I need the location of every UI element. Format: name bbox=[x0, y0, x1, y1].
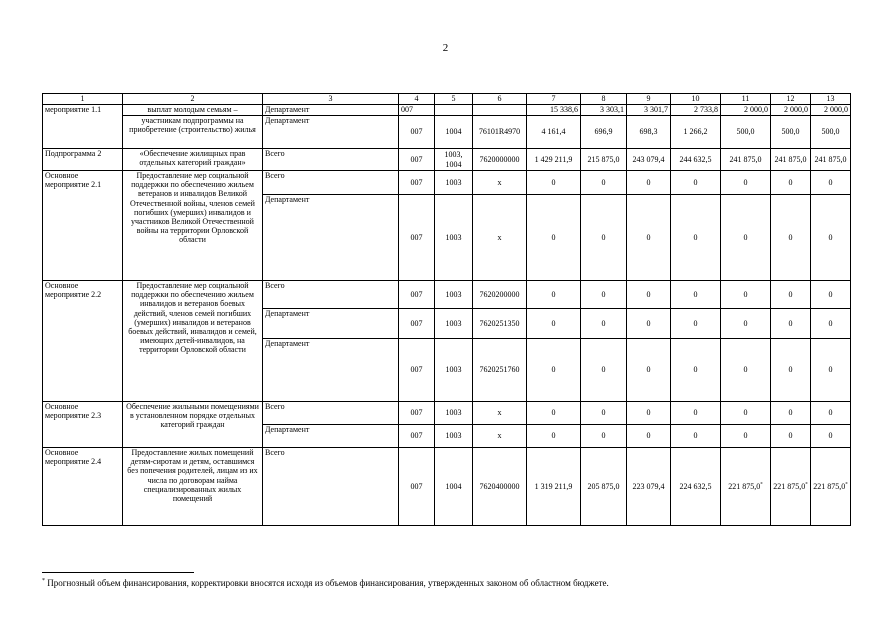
value-cell: 1 429 211,9 bbox=[527, 149, 581, 171]
value-cell: 0 bbox=[527, 339, 581, 402]
grbs-cell: 007 bbox=[399, 339, 435, 402]
header-cell: 3 bbox=[263, 94, 399, 105]
program-cell: Основное мероприятие 2.1 bbox=[43, 171, 123, 281]
value-cell: 1 266,2 bbox=[671, 116, 721, 149]
rzpr-cell bbox=[435, 105, 473, 116]
grbs-cell: 007 bbox=[399, 425, 435, 448]
header-cell: 4 bbox=[399, 94, 435, 105]
value-cell: 0 bbox=[721, 281, 771, 309]
executor-cell: Всего bbox=[263, 149, 399, 171]
value-cell: 0 bbox=[627, 281, 671, 309]
table-row bbox=[43, 171, 851, 195]
grbs-cell: 007 bbox=[399, 105, 435, 116]
value-cell: 0 bbox=[771, 281, 811, 309]
value-cell: 15 338,6 bbox=[527, 105, 581, 116]
value-cell: 0 bbox=[627, 309, 671, 339]
value-cell: 0 bbox=[771, 171, 811, 195]
rzpr-cell: 1003 bbox=[435, 171, 473, 195]
rzpr-cell: 1003 bbox=[435, 309, 473, 339]
header-cell: 1 bbox=[43, 94, 123, 105]
rzpr-cell: 1003 bbox=[435, 339, 473, 402]
value-cell: 500,0 bbox=[771, 116, 811, 149]
forecast-value-cell bbox=[771, 448, 811, 526]
value-cell: 0 bbox=[811, 402, 851, 425]
value-cell: 0 bbox=[627, 425, 671, 448]
executor-cell: Департамент bbox=[263, 105, 399, 116]
value-cell: 0 bbox=[721, 171, 771, 195]
csr-cell: 7620000000 bbox=[473, 149, 527, 171]
header-cell: 11 bbox=[721, 94, 771, 105]
value-cell: 0 bbox=[771, 309, 811, 339]
value-cell: 1 319 211,9 bbox=[527, 448, 581, 526]
executor-cell: Всего bbox=[263, 171, 399, 195]
value-cell: 0 bbox=[581, 309, 627, 339]
value-cell: 223 079,4 bbox=[627, 448, 671, 526]
csr-cell: х bbox=[473, 402, 527, 425]
name-cell: участникам подпрограммы на приобретение (строительство) жилья bbox=[123, 116, 263, 149]
executor-cell: Департамент bbox=[263, 425, 399, 448]
rzpr-cell: 1003 bbox=[435, 402, 473, 425]
executor-cell: Всего bbox=[263, 281, 399, 309]
table-row bbox=[43, 448, 851, 526]
table-row bbox=[43, 105, 851, 116]
value-cell: 0 bbox=[581, 339, 627, 402]
rzpr-cell: 1004 bbox=[435, 448, 473, 526]
table-row bbox=[43, 281, 851, 309]
header-cell: 12 bbox=[771, 94, 811, 105]
grbs-cell: 007 bbox=[399, 195, 435, 281]
rzpr-cell: 1003 bbox=[435, 195, 473, 281]
csr-cell: 7620251760 bbox=[473, 339, 527, 402]
value-cell: 0 bbox=[721, 402, 771, 425]
value-cell: 241 875,0 bbox=[721, 149, 771, 171]
header-cell: 7 bbox=[527, 94, 581, 105]
value-cell: 0 bbox=[527, 281, 581, 309]
value-cell: 0 bbox=[771, 402, 811, 425]
value-cell: 0 bbox=[671, 339, 721, 402]
value-cell: 0 bbox=[527, 171, 581, 195]
value-cell: 0 bbox=[811, 171, 851, 195]
value-cell: 0 bbox=[627, 402, 671, 425]
grbs-cell: 007 bbox=[399, 448, 435, 526]
value-cell: 0 bbox=[771, 339, 811, 402]
value-cell: 0 bbox=[581, 425, 627, 448]
value-cell: 0 bbox=[527, 402, 581, 425]
grbs-cell: 007 bbox=[399, 309, 435, 339]
header-cell: 13 bbox=[811, 94, 851, 105]
value-cell: 4 161,4 bbox=[527, 116, 581, 149]
csr-cell: х bbox=[473, 171, 527, 195]
value-cell: 0 bbox=[721, 195, 771, 281]
value-cell: 241 875,0 bbox=[771, 149, 811, 171]
value-cell: 0 bbox=[671, 171, 721, 195]
value-cell: 0 bbox=[671, 281, 721, 309]
grbs-cell: 007 bbox=[399, 281, 435, 309]
forecast-value-cell bbox=[811, 448, 851, 526]
value-cell: 0 bbox=[581, 171, 627, 195]
value-cell: 0 bbox=[721, 309, 771, 339]
value-text: 221 875,0 bbox=[728, 481, 761, 491]
table-row bbox=[43, 116, 851, 149]
value-cell: 0 bbox=[671, 195, 721, 281]
value-cell: 0 bbox=[527, 195, 581, 281]
value-cell: 2 733,8 bbox=[671, 105, 721, 116]
csr-cell: 7620251350 bbox=[473, 309, 527, 339]
grbs-cell: 007 bbox=[399, 402, 435, 425]
rzpr-cell: 1004 bbox=[435, 116, 473, 149]
value-cell: 215 875,0 bbox=[581, 149, 627, 171]
footnote-marker: * bbox=[42, 578, 45, 584]
name-cell: «Обеспечение жилищных прав отдельных категорий граждан» bbox=[123, 149, 263, 171]
value-cell: 0 bbox=[627, 195, 671, 281]
value-cell: 243 079,4 bbox=[627, 149, 671, 171]
value-cell: 0 bbox=[627, 339, 671, 402]
name-cell: Предоставление жилых помещений детям-сиротам и детям, оставшимся без попечения родителей, лицам из их числа по договорам найма специализированных жилых помещений bbox=[123, 448, 263, 526]
rzpr-cell: 1003 bbox=[435, 281, 473, 309]
value-cell: 0 bbox=[811, 309, 851, 339]
value-text: 221 875,0 bbox=[813, 481, 846, 491]
name-cell: Предоставление мер социальной поддержки по обеспечению жильем ветеранов и инвалидов Великой Отечественной войны, членов семей погибших (умерших) инвалидов и участников Великой Отечественной войны на территории Орловской области bbox=[123, 171, 263, 281]
executor-cell: Департамент bbox=[263, 339, 399, 402]
header-row bbox=[43, 94, 851, 105]
value-cell: 0 bbox=[811, 339, 851, 402]
csr-cell: 7620200000 bbox=[473, 281, 527, 309]
rzpr-cell: 1003 bbox=[435, 425, 473, 448]
header-cell: 5 bbox=[435, 94, 473, 105]
value-cell: 2 000,0 bbox=[721, 105, 771, 116]
value-cell: 244 632,5 bbox=[671, 149, 721, 171]
table-row bbox=[43, 149, 851, 171]
financing-table bbox=[42, 93, 851, 526]
program-cell: Основное мероприятие 2.2 bbox=[43, 281, 123, 402]
footnote-divider bbox=[42, 572, 194, 573]
value-cell: 0 bbox=[811, 195, 851, 281]
value-cell: 0 bbox=[721, 339, 771, 402]
header-cell: 2 bbox=[123, 94, 263, 105]
value-cell: 500,0 bbox=[811, 116, 851, 149]
csr-cell bbox=[473, 105, 527, 116]
name-cell: Предоставление мер социальной поддержки по обеспечению жильем инвалидов и ветеранов боевых действий, членов семей погибших (умерших) инвалидов и ветеранов боевых действий, инвалидов и семей, имеющих детей-инвалидов, на территории Орловской области bbox=[123, 281, 263, 402]
value-cell: 0 bbox=[581, 195, 627, 281]
value-text: 221 875,0 bbox=[773, 481, 806, 491]
value-cell: 0 bbox=[527, 425, 581, 448]
value-cell: 0 bbox=[671, 402, 721, 425]
program-cell: Подпрограмма 2 bbox=[43, 149, 123, 171]
program-cell: Основное мероприятие 2.4 bbox=[43, 448, 123, 526]
grbs-cell: 007 bbox=[399, 116, 435, 149]
header-cell: 6 bbox=[473, 94, 527, 105]
name-cell: Обеспечение жильными помещениями в установленном порядке отдельных категорий граждан bbox=[123, 402, 263, 448]
value-cell: 0 bbox=[671, 425, 721, 448]
csr-cell: х bbox=[473, 195, 527, 281]
value-cell: 3 301,7 bbox=[627, 105, 671, 116]
footnote-ref: * bbox=[805, 482, 808, 488]
program-cell: мероприятие 1.1 bbox=[43, 105, 123, 149]
page-number: 2 bbox=[442, 42, 449, 54]
value-cell: 224 632,5 bbox=[671, 448, 721, 526]
grbs-cell: 007 bbox=[399, 171, 435, 195]
value-cell: 696,9 bbox=[581, 116, 627, 149]
value-cell: 205 875,0 bbox=[581, 448, 627, 526]
header-cell: 8 bbox=[581, 94, 627, 105]
value-cell: 0 bbox=[581, 281, 627, 309]
csr-cell: 76101R4970 bbox=[473, 116, 527, 149]
footnote bbox=[42, 578, 609, 588]
csr-cell: х bbox=[473, 425, 527, 448]
value-cell: 0 bbox=[721, 425, 771, 448]
value-cell: 241 875,0 bbox=[811, 149, 851, 171]
value-cell: 698,3 bbox=[627, 116, 671, 149]
csr-cell: 7620400000 bbox=[473, 448, 527, 526]
executor-cell: Всего bbox=[263, 402, 399, 425]
header-cell: 9 bbox=[627, 94, 671, 105]
forecast-value-cell bbox=[721, 448, 771, 526]
value-cell: 0 bbox=[771, 195, 811, 281]
value-cell: 0 bbox=[671, 309, 721, 339]
rzpr-cell: 1003, 1004 bbox=[435, 149, 473, 171]
value-cell: 2 000,0 bbox=[811, 105, 851, 116]
value-cell: 3 303,1 bbox=[581, 105, 627, 116]
value-cell: 0 bbox=[811, 425, 851, 448]
program-cell: Основное мероприятие 2.3 bbox=[43, 402, 123, 448]
value-cell: 0 bbox=[627, 171, 671, 195]
value-cell: 500,0 bbox=[721, 116, 771, 149]
grbs-cell: 007 bbox=[399, 149, 435, 171]
value-cell: 0 bbox=[581, 402, 627, 425]
executor-cell: Департамент bbox=[263, 116, 399, 149]
executor-cell: Всего bbox=[263, 448, 399, 526]
name-cell: выплат молодым семьям – bbox=[123, 105, 263, 116]
executor-cell: Департамент bbox=[263, 195, 399, 281]
executor-cell: Департамент bbox=[263, 309, 399, 339]
footnote-text: Прогнозный объем финансирования, корректировки вносятся исходя из объемов финансирования, утвержденных законом об областном бюджете. bbox=[47, 578, 609, 588]
value-cell: 0 bbox=[771, 425, 811, 448]
footnote-ref: * bbox=[760, 482, 763, 488]
value-cell: 2 000,0 bbox=[771, 105, 811, 116]
footnote-ref: * bbox=[845, 482, 848, 488]
value-cell: 0 bbox=[527, 309, 581, 339]
table-row bbox=[43, 402, 851, 425]
header-cell: 10 bbox=[671, 94, 721, 105]
value-cell: 0 bbox=[811, 281, 851, 309]
